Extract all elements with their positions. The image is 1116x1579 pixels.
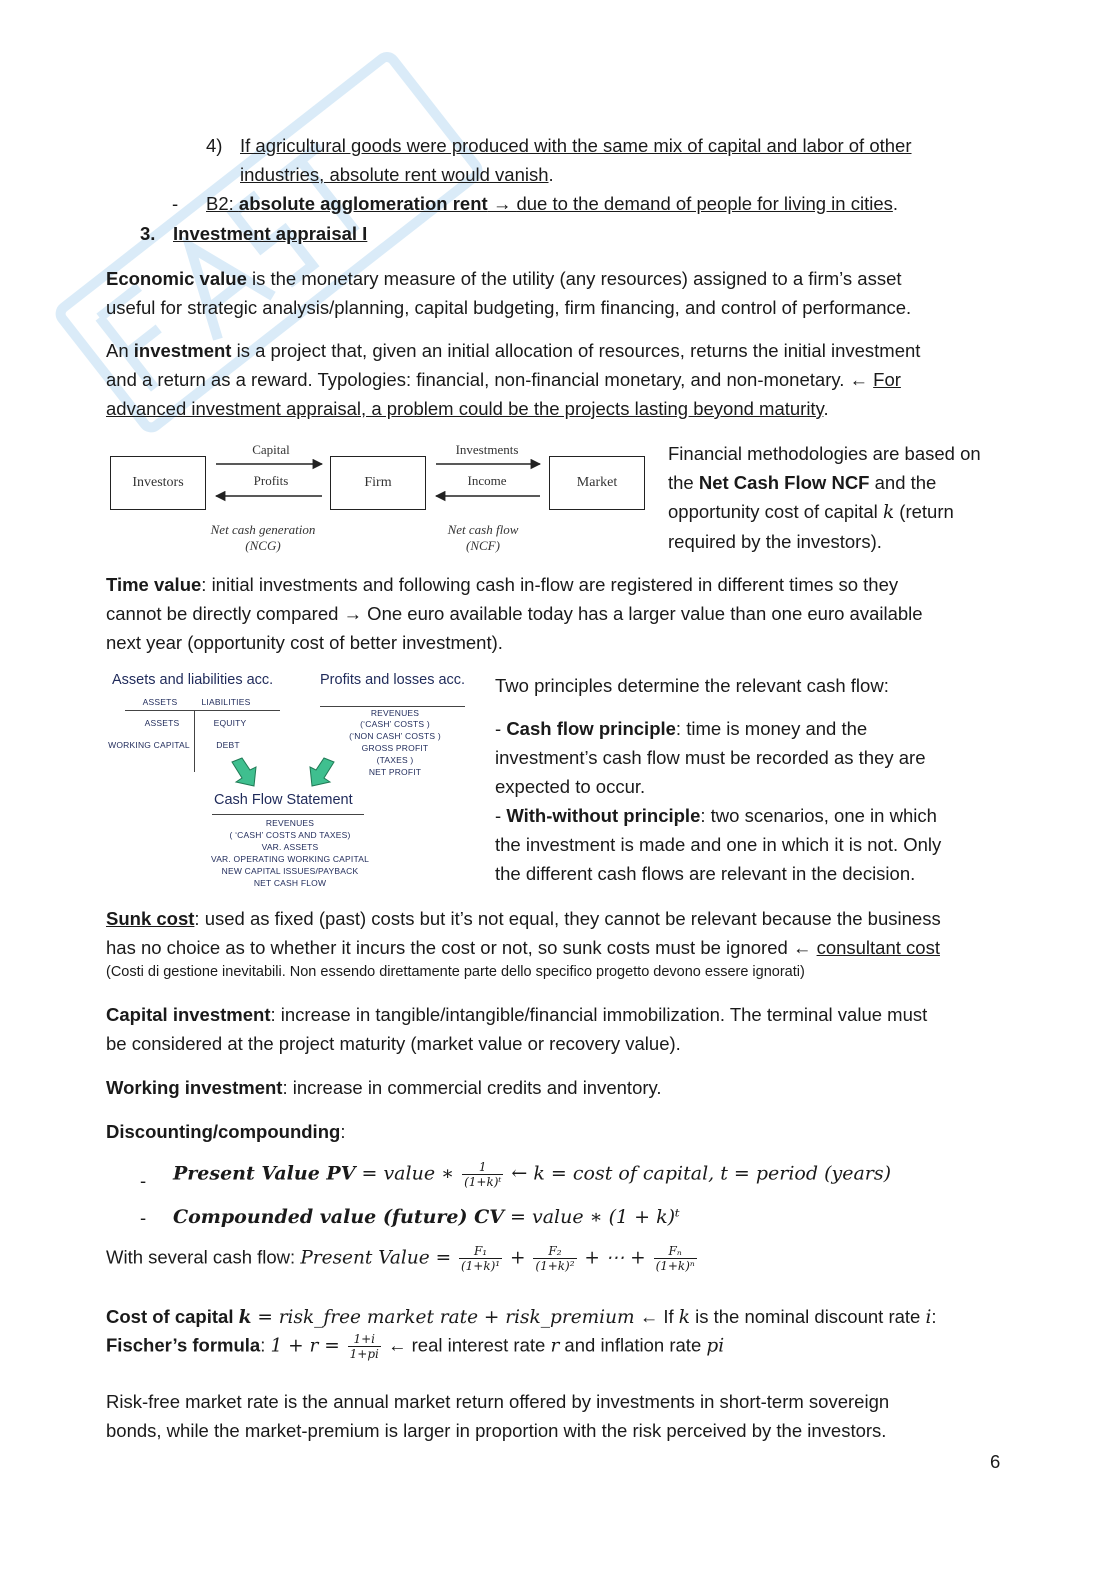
paragraph-capital-investment: Capital investment: increase in tangible/intangible/financial immobilization. The terminal value must be considered at the project maturity (market value or recovery value). [106,1004,928,1054]
left-green-arrow-icon [232,758,256,786]
discounting-heading: Discounting/compounding: [106,1121,346,1142]
paragraph-financial-methodologies: Financial methodologies are based on the Net Cash Flow NCF and the opportunity cost of capital k (return required by the investors). [668,443,981,552]
ncg-label: Net cash generation [210,522,316,537]
paragraph-cost-of-capital: Cost of capital k = risk_free market rate + risk_premium ← If k is the nominal discount rate i: [106,1306,937,1328]
f1-fraction: $\frac{\text{F₁}}{\text{(1+k)¹}}$ [460,1244,501,1273]
cfs-var-assets: VAR. ASSETS [261,842,319,852]
cfs-new-capital: NEW CAPITAL ISSUES/PAYBACK [221,866,359,876]
section-number: 3. [140,223,156,244]
equity-row: EQUITY [213,718,247,728]
cfs-var-working-capital: VAR. OPERATING WORKING CAPITAL [210,854,370,864]
paragraph-sunk-cost: Sunk cost: used as fixed (past) costs but it’s not equal, they cannot be relevant because the business has no choice as to whether it incurs the cost or not, so sunk costs must be ignored ← consultant cost [106,908,941,958]
right-green-arrow-icon [310,758,334,786]
b2-line: B2: absolute agglomeration rent → due to the demand of people for living in cities. [206,193,899,214]
working-capital-row: WORKING CAPITAL [108,740,190,750]
cfs-revenues: REVENUES [265,818,315,828]
income-label: Income [467,473,507,488]
pl-gross-profit: GROSS PROFIT [361,743,429,753]
debt-row: DEBT [216,740,240,750]
table-divider [125,710,280,711]
cfs-top-line [212,814,364,815]
liabilities-col-header: LIABILITIES [201,697,251,707]
page-number: 6 [990,1451,1001,1472]
pl-top-line [320,706,465,707]
diagram-arrows [204,456,549,508]
assets-liabilities-title: Assets and liabilities acc. [112,672,274,688]
cash-flow-statement-title: Cash Flow Statement [214,792,353,808]
assets-row: ASSETS [144,718,180,728]
compounded-value-formula: Compounded value (future) CV = value ∗ (1 + k)ᵗ [173,1206,680,1228]
several-cash-flow-formula: With several cash flow: Present Value = $\frac{\text{F₁}}{\text{(1+k)¹}}$ + $\frac{\text{F₂}}{\text{(1+k)²}}$ + ⋯ + $\frac{\text{Fₙ}}{\text{(1+k)ⁿ}}$ [106,1244,695,1273]
profits-label: Profits [253,473,289,488]
pl-net-profit: NET PROFIT [368,767,422,777]
paragraph-working-investment: Working investment: increase in commercial credits and inventory. [106,1077,662,1098]
fn-fraction: $\frac{\text{Fₙ}}{\text{(1+k)ⁿ}}$ [655,1244,695,1273]
pl-taxes: (TAXES ) [376,755,414,765]
ncf-abbr: (NCF) [466,538,500,553]
sunk-cost-note: (Costi di gestione inevitabili. Non essendo direttamente parte dello specifico progetto devono essere ignorati) [106,964,805,980]
pl-cash-costs: (‘CASH’ COSTS ) [360,719,430,729]
ncg-abbr: (NCG) [245,538,281,553]
pv-fraction: $\frac{1}{\text{(1+k)ᵗ}}$ [464,1160,502,1189]
paragraph-risk-free: Risk-free market rate is the annual market return offered by investments in short-term sovereign bonds, while the market-premium is larger in proportion with the risk perceived by the investors. [106,1391,890,1441]
pl-non-cash-costs: (‘NON CASH’ COSTS ) [349,731,441,741]
cfs-cash-costs: ( ‘CASH’ COSTS AND TAXES) [229,830,351,840]
present-value-formula: Present Value PV = value ∗ $\frac{1}{\text{(1+k)ᵗ}}$ ← k = cost of capital, t = period (years) [173,1160,892,1189]
profits-losses-title: Profits and losses acc. [320,672,466,688]
capital-label: Capital [252,442,290,457]
paragraph-principles: Two principles determine the relevant cash flow: - Cash flow principle: time is money and the investment’s cash flow must be recorded as they are expected to occur. - With-without principle: two scenarios, one in which the investment is made and one in which it is not. Only the different cash flows are relevant in the decision. [495,675,942,884]
b2-dash: - [172,193,179,214]
investors-box: Investors [110,456,206,510]
pv-dash: - [140,1170,147,1191]
pl-revenues: REVENUES [370,708,420,718]
f2-fraction: $\frac{\text{F₂}}{\text{(1+k)²}}$ [535,1244,575,1273]
paragraph-time-value: Time value: initial investments and following cash in-flow are registered in different times so they cannot be directly compared → One euro available today has a larger value than one euro available next year (opportunity cost of better investment). [106,574,923,653]
cv-dash: - [140,1207,147,1228]
assets-col-header: ASSETS [142,697,178,707]
list-item-4-line1: If agricultural goods were produced with the same mix of capital and labor of other [240,135,912,156]
cfs-net-cash-flow: NET CASH FLOW [253,878,327,888]
investments-label: Investments [455,442,519,457]
firm-box: Firm [330,456,426,510]
green-arrows [222,756,352,790]
fischer-fraction: $\frac{1+i}{1+pi}$ [349,1332,379,1361]
paragraph-economic-value: Economic value is the monetary measure of the utility (any resources) assigned to a firm’s asset useful for strategic analysis/planning, capital budgeting, firm financing, and control of performance. [106,268,912,318]
table-vertical-divider [194,710,195,772]
list-item-4-line2: industries, absolute rent would vanish. [240,164,554,185]
paragraph-fischer-formula: Fischer’s formula: 1 + r = $\frac{1+i}{1+pi}$ ← real interest rate r and inflation rate pi [106,1332,725,1361]
paragraph-investment: An investment is a project that, given an initial allocation of resources, returns the initial investment and a return as a reward. Typologies: financial, non-financial monetary, and non-monetary. ← For advanced investment appraisal, a problem could be the projects lasting beyond maturity. [106,340,921,419]
ncf-label: Net cash flow [447,522,519,537]
market-box: Market [549,456,645,510]
section-title: Investment appraisal I [173,223,368,244]
list-item-4-number: 4) [206,135,223,156]
